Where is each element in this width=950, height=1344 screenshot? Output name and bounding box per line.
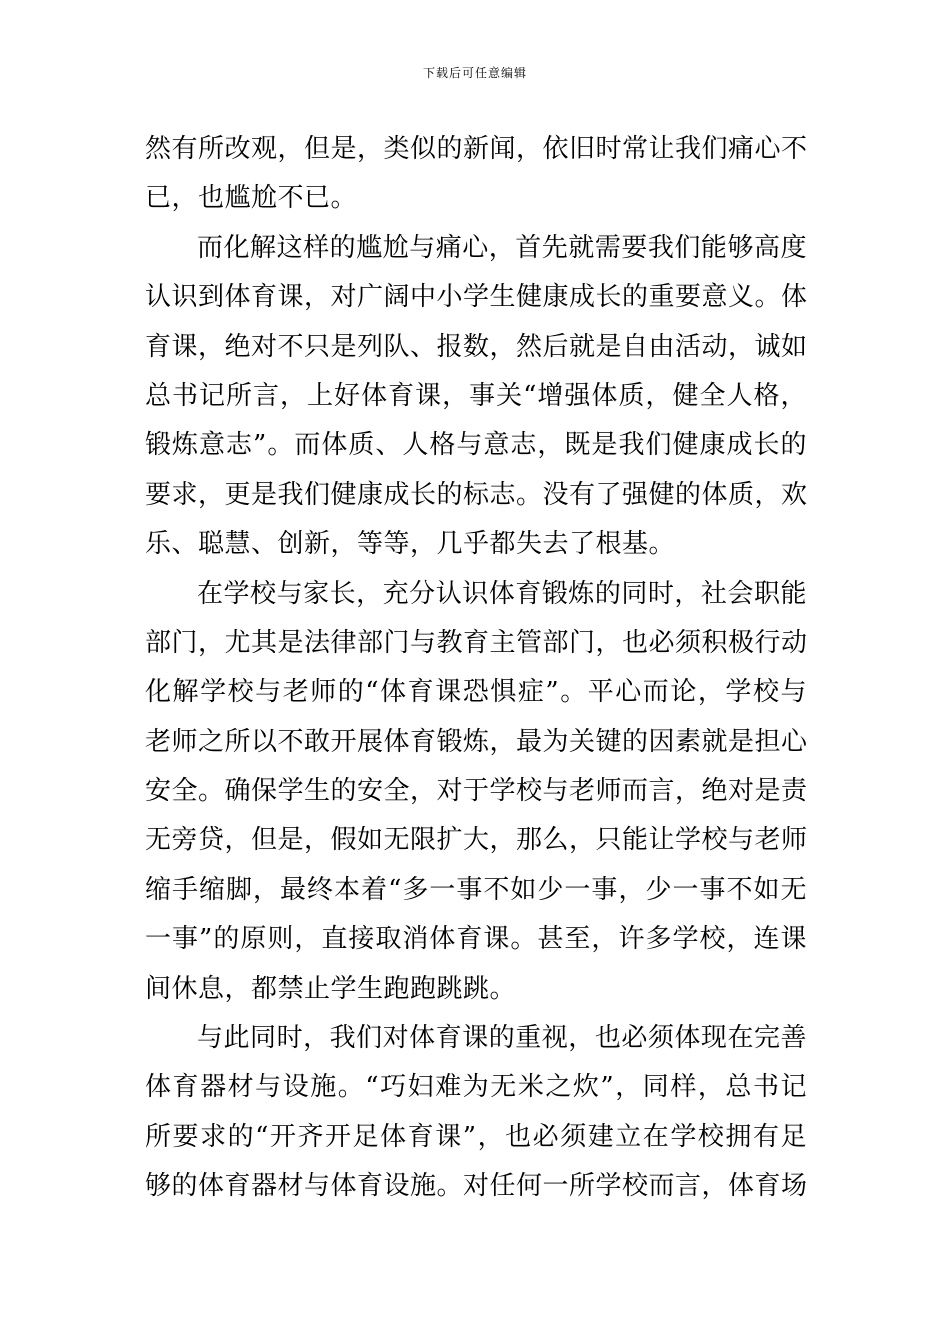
text-line: 安全。确保学生的安全，对于学校与老师而言，绝对是责 — [145, 776, 808, 807]
text-line: 与此同时，我们对体育课的重视，也必须体现在完善 — [197, 1023, 807, 1054]
document-body — [145, 125, 807, 1212]
text-line: 一事”的原则，直接取消体育课。甚至，许多学校，连课 — [145, 924, 807, 955]
paragraph — [145, 224, 807, 570]
text-line: 乐、聪慧、创新，等等，几乎都失去了根基。 — [145, 529, 676, 560]
text-line: 在学校与家长，充分认识体育锻炼的同时，社会职能 — [197, 578, 807, 609]
paragraph — [145, 125, 807, 224]
text-line: 够的体育器材与体育设施。对任何一所学校而言，体育场 — [145, 1171, 808, 1202]
text-line: 然有所改观，但是，类似的新闻，依旧时常让我们痛心不 — [145, 134, 808, 164]
text-line: 化解学校与老师的“体育课恐惧症”。平心而论，学校与 — [145, 677, 807, 708]
text-line: 总书记所言，上好体育课，事关“增强体质，健全人格， — [145, 380, 807, 411]
text-line: 间休息，都禁止学生跑跑跳跳。 — [145, 973, 517, 1004]
text-line: 育课，绝对不只是列队、报数，然后就是自由活动，诚如 — [145, 331, 808, 362]
text-line: 锻炼意志”。而体质、人格与意志，既是我们健康成长的 — [145, 430, 807, 461]
paragraph — [145, 1014, 807, 1212]
page-header: 下载后可任意编辑 — [422, 66, 527, 80]
text-line: 老师之所以不敢开展体育锻炼，最为关键的因素就是担心 — [145, 726, 808, 757]
text-line: 而化解这样的尴尬与痛心，首先就需要我们能够高度 — [197, 232, 807, 263]
paragraph — [145, 570, 807, 1015]
text-line: 要求，更是我们健康成长的标志。没有了强健的体质，欢 — [145, 479, 808, 510]
text-line: 认识到体育课，对广阔中小学生健康成长的重要意义。体 — [145, 282, 808, 313]
text-line: 缩手缩脚，最终本着“多一事不如少一事，少一事不如无 — [145, 874, 807, 905]
text-line: 无旁贷，但是，假如无限扩大，那么，只能让学校与老师 — [145, 825, 808, 856]
text-line: 所要求的“开齐开足体育课”，也必须建立在学校拥有足 — [145, 1121, 807, 1152]
text-line: 已，也尴尬不已。 — [145, 183, 358, 214]
text-line: 体育器材与设施。“巧妇难为无米之炊”，同样，总书记 — [145, 1072, 807, 1103]
text-line: 部门，尤其是法律部门与教育主管部门，也必须积极行动 — [145, 627, 808, 658]
